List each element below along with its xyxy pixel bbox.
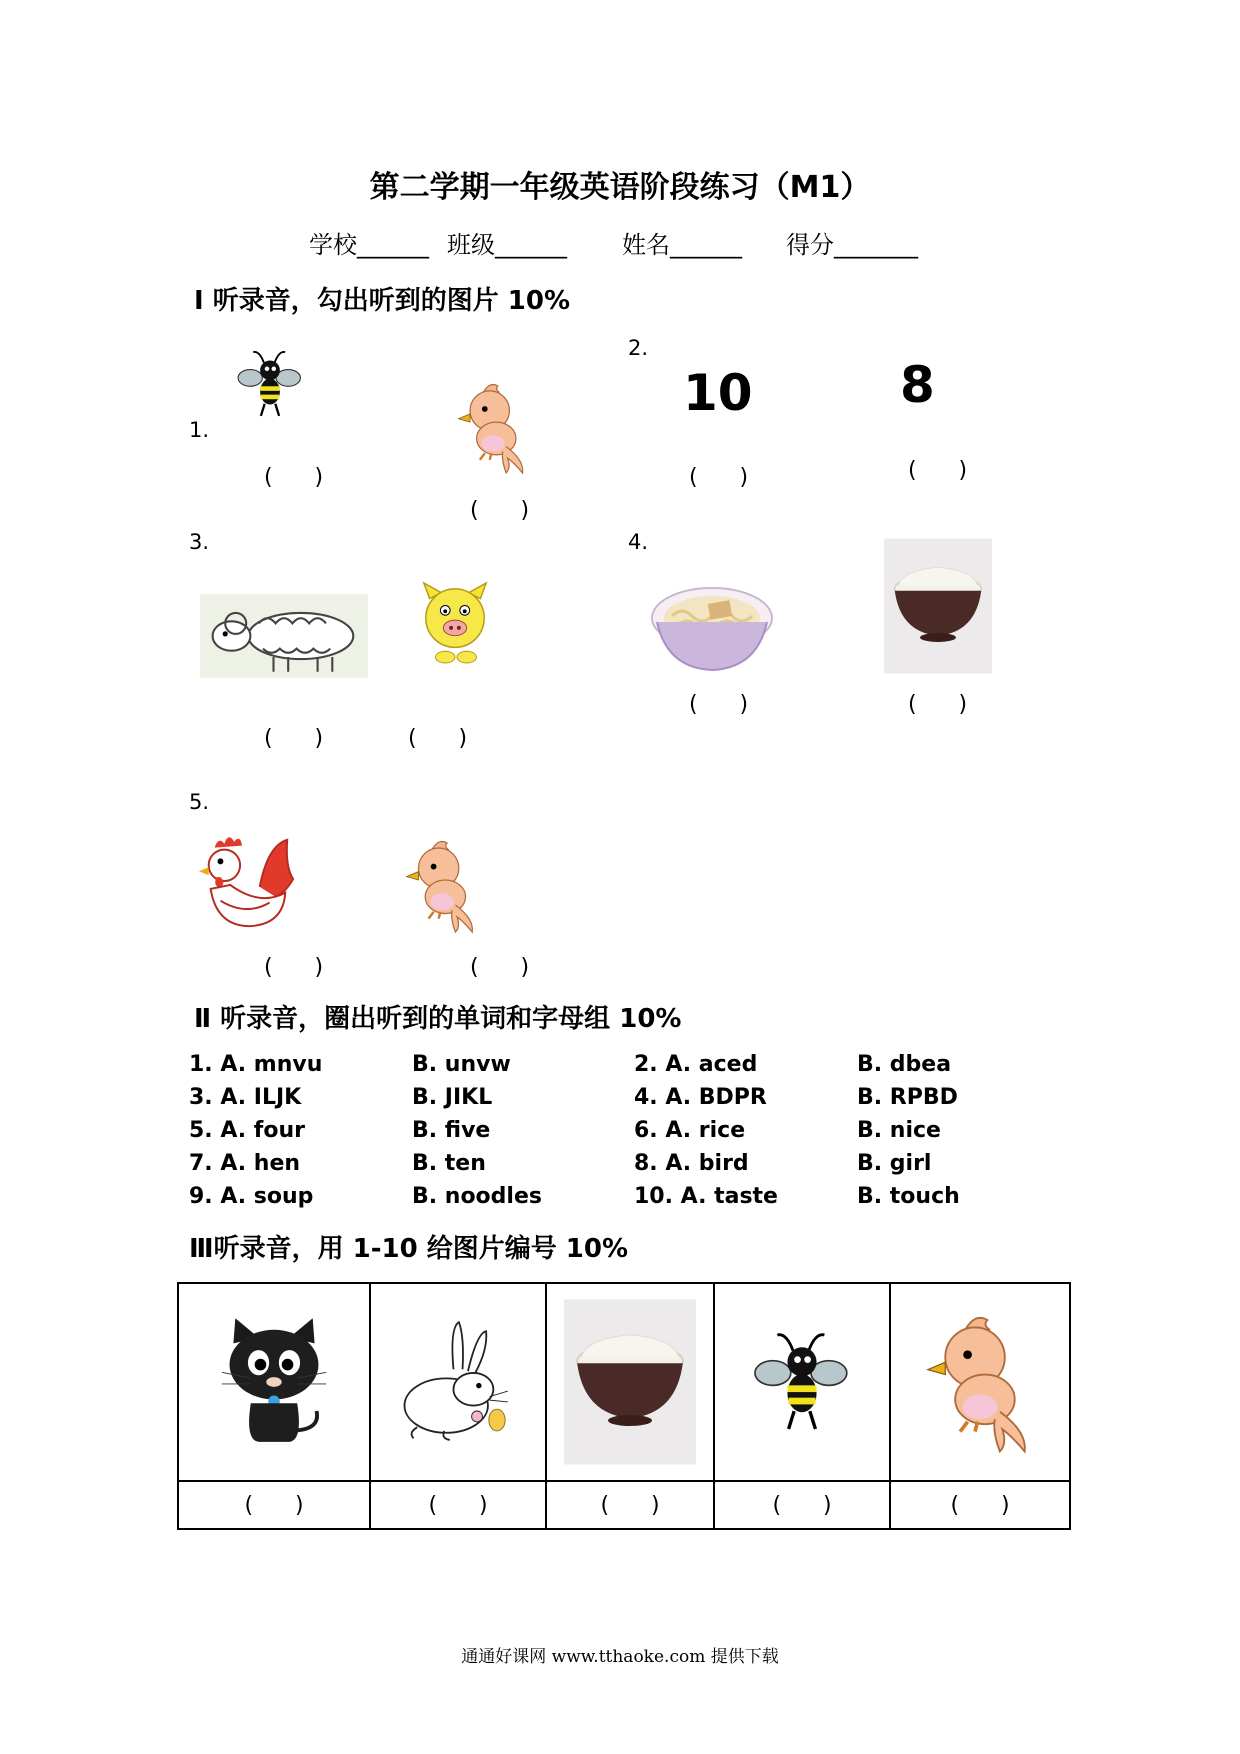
option-1a[interactable]: 1. A. mnvu — [189, 1052, 323, 1077]
option-3b[interactable]: B. JIKL — [412, 1085, 493, 1110]
pig-icon — [416, 578, 494, 668]
answer-blank[interactable]: ( ) — [408, 726, 468, 751]
answer-blank[interactable]: ( ) — [264, 726, 324, 751]
picture-cell — [178, 1283, 370, 1481]
footer-text: 通通好课网 www.tthaoke.com 提供下载 — [461, 1647, 779, 1667]
answer-blank[interactable]: ( ) — [908, 458, 968, 483]
bee-icon — [746, 1312, 858, 1452]
picture-cell — [890, 1283, 1070, 1481]
option-1b[interactable]: B. unvw — [412, 1052, 511, 1077]
answer-blank[interactable]: ( ) — [470, 955, 530, 980]
number-eight: 8 — [900, 356, 935, 414]
option-5b[interactable]: B. five — [412, 1118, 491, 1143]
q2-number: 2. — [628, 336, 649, 360]
option-8b[interactable]: B. girl — [857, 1151, 932, 1176]
picture-cell — [546, 1283, 714, 1481]
section-1-heading: Ⅰ 听录音，勾出听到的图片 10% — [194, 286, 571, 316]
answer-blank[interactable]: ( ) — [546, 1481, 714, 1529]
answer-blank[interactable]: ( ) — [370, 1481, 546, 1529]
option-7b[interactable]: B. ten — [412, 1151, 486, 1176]
answer-blank[interactable]: ( ) — [470, 498, 530, 523]
answer-blank[interactable]: ( ) — [689, 692, 749, 717]
q5-number: 5. — [189, 790, 210, 814]
option-4a[interactable]: 4. A. BDPR — [634, 1085, 767, 1110]
rabbit-icon — [390, 1318, 526, 1446]
class-field[interactable]: 班级______ — [447, 231, 567, 259]
option-2a[interactable]: 2. A. aced — [634, 1052, 758, 1077]
rice-icon — [564, 1299, 696, 1465]
answer-blank[interactable]: ( ) — [264, 465, 324, 490]
rice-icon — [884, 538, 992, 674]
option-8a[interactable]: 8. A. bird — [634, 1151, 749, 1176]
option-6b[interactable]: B. nice — [857, 1118, 941, 1143]
section-2-heading: Ⅱ 听录音，圈出听到的单词和字母组 10% — [194, 1004, 682, 1034]
hen-icon — [190, 828, 300, 936]
option-3a[interactable]: 3. A. ILJK — [189, 1085, 302, 1110]
option-2b[interactable]: B. dbea — [857, 1052, 952, 1077]
numbering-table — [177, 1282, 1071, 1530]
option-5a[interactable]: 5. A. four — [189, 1118, 305, 1143]
school-field[interactable]: 学校______ — [309, 231, 429, 259]
option-10b[interactable]: B. touch — [857, 1184, 960, 1209]
page-title: 第二学期一年级英语阶段练习（M1） — [369, 170, 871, 205]
answer-blank[interactable]: ( ) — [908, 692, 968, 717]
q3-number: 3. — [189, 530, 210, 554]
option-6a[interactable]: 6. A. rice — [634, 1118, 746, 1143]
cat-icon — [216, 1314, 332, 1450]
score-field[interactable]: 得分_______ — [786, 231, 918, 259]
sheep-icon — [200, 594, 368, 678]
q4-number: 4. — [628, 530, 649, 554]
answer-blank[interactable]: ( ) — [890, 1481, 1070, 1529]
answer-blank[interactable]: ( ) — [714, 1481, 890, 1529]
bird-icon — [400, 830, 484, 940]
picture-cell — [714, 1283, 890, 1481]
section-3-heading: Ⅲ听录音，用 1-10 给图片编号 10% — [189, 1234, 629, 1264]
option-10a[interactable]: 10. A. taste — [634, 1184, 778, 1209]
answer-blank[interactable]: ( ) — [689, 465, 749, 490]
option-9b[interactable]: B. noodles — [412, 1184, 542, 1209]
answer-blank[interactable]: ( ) — [264, 955, 324, 980]
q1-number: 1. — [189, 418, 210, 442]
option-7a[interactable]: 7. A. hen — [189, 1151, 301, 1176]
bird-icon — [452, 374, 534, 480]
bird-icon — [918, 1302, 1042, 1462]
name-field[interactable]: 姓名______ — [622, 231, 742, 259]
bee-icon — [232, 342, 308, 426]
option-9a[interactable]: 9. A. soup — [189, 1184, 314, 1209]
noodles-icon — [646, 576, 778, 676]
picture-cell — [370, 1283, 546, 1481]
answer-blank[interactable]: ( ) — [178, 1481, 370, 1529]
option-4b[interactable]: B. RPBD — [857, 1085, 958, 1110]
number-ten: 10 — [683, 364, 753, 422]
